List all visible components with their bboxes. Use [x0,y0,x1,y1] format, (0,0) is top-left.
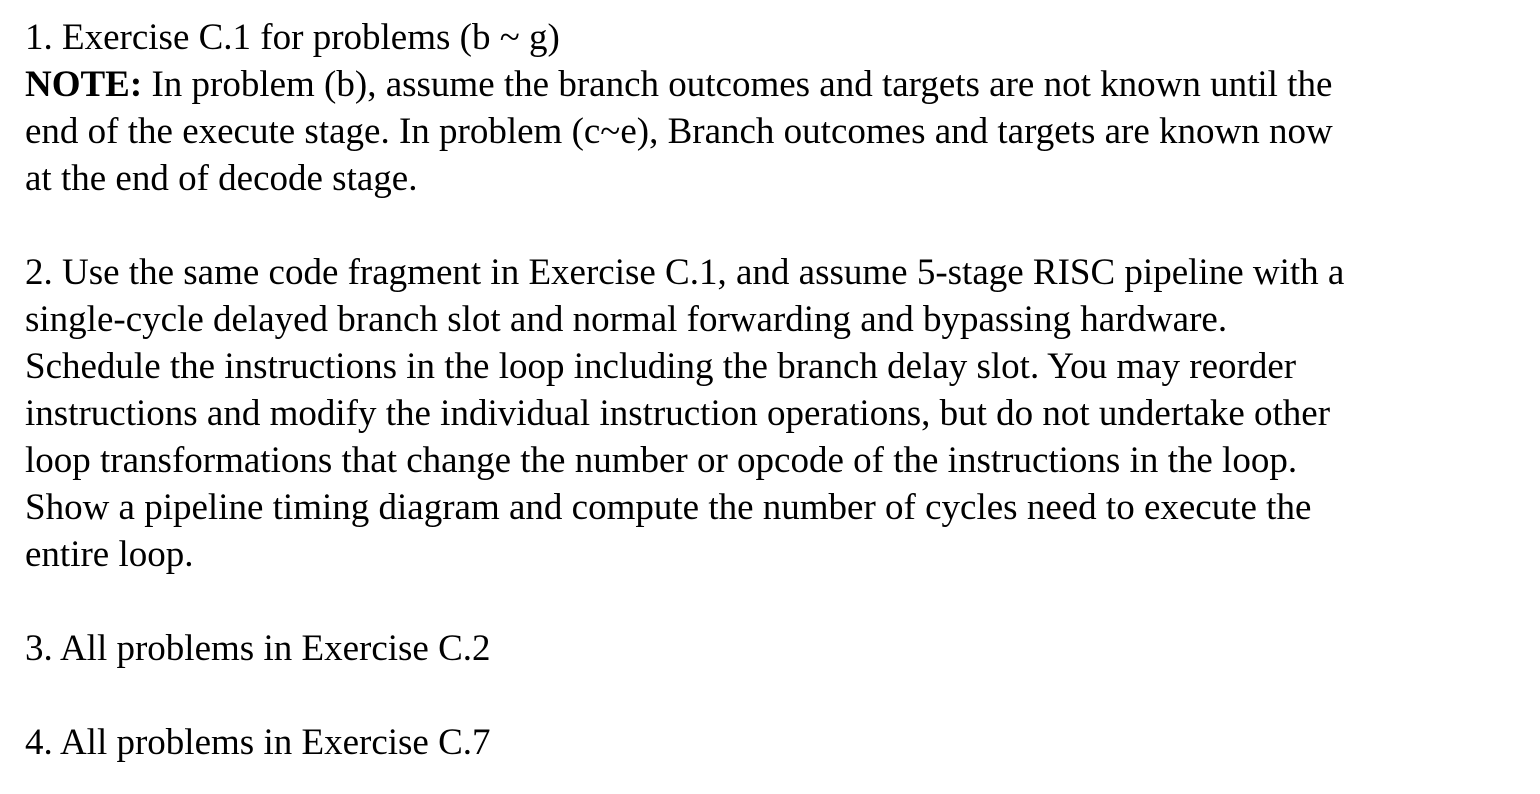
paragraph-spacer [25,672,1525,719]
note-label: NOTE: [25,64,143,105]
item-2-line: 2. Use the same code fragment in Exercise C.1, and assume 5-stage RISC pipeline with a [25,252,1345,293]
item-1-note-line: end of the execute stage. In problem (c~e), Branch outcomes and targets are known now [25,111,1333,152]
paragraph-spacer [25,202,1525,249]
item-2-line: instructions and modify the individual instruction operations, but do not undertake other [25,393,1331,434]
note-text: In problem (b), assume the branch outcomes and targets are not known until the [142,64,1333,105]
item-2-line: Schedule the instructions in the loop including the branch delay slot. You may reorder [25,346,1297,387]
item-3-text: 3. All problems in Exercise C.2 [25,628,491,669]
item-2 [25,249,1525,578]
item-2-line: loop transformations that change the number or opcode of the instructions in the loop. [25,440,1298,481]
item-1-heading: 1. Exercise C.1 for problems (b ~ g) [25,17,560,58]
paragraph-spacer [25,578,1525,625]
item-2-line: single-cycle delayed branch slot and normal forwarding and bypassing hardware. [25,299,1228,340]
item-1 [25,14,1525,202]
item-1-note-line [25,61,1525,108]
item-1-note-line: at the end of decode stage. [25,158,418,199]
item-2-line: entire loop. [25,534,194,575]
item-3 [25,625,1525,672]
item-4 [25,719,1525,766]
item-2-line: Show a pipeline timing diagram and compute the number of cycles need to execute the [25,487,1312,528]
item-4-text: 4. All problems in Exercise C.7 [25,722,491,763]
document-body [25,14,1525,766]
